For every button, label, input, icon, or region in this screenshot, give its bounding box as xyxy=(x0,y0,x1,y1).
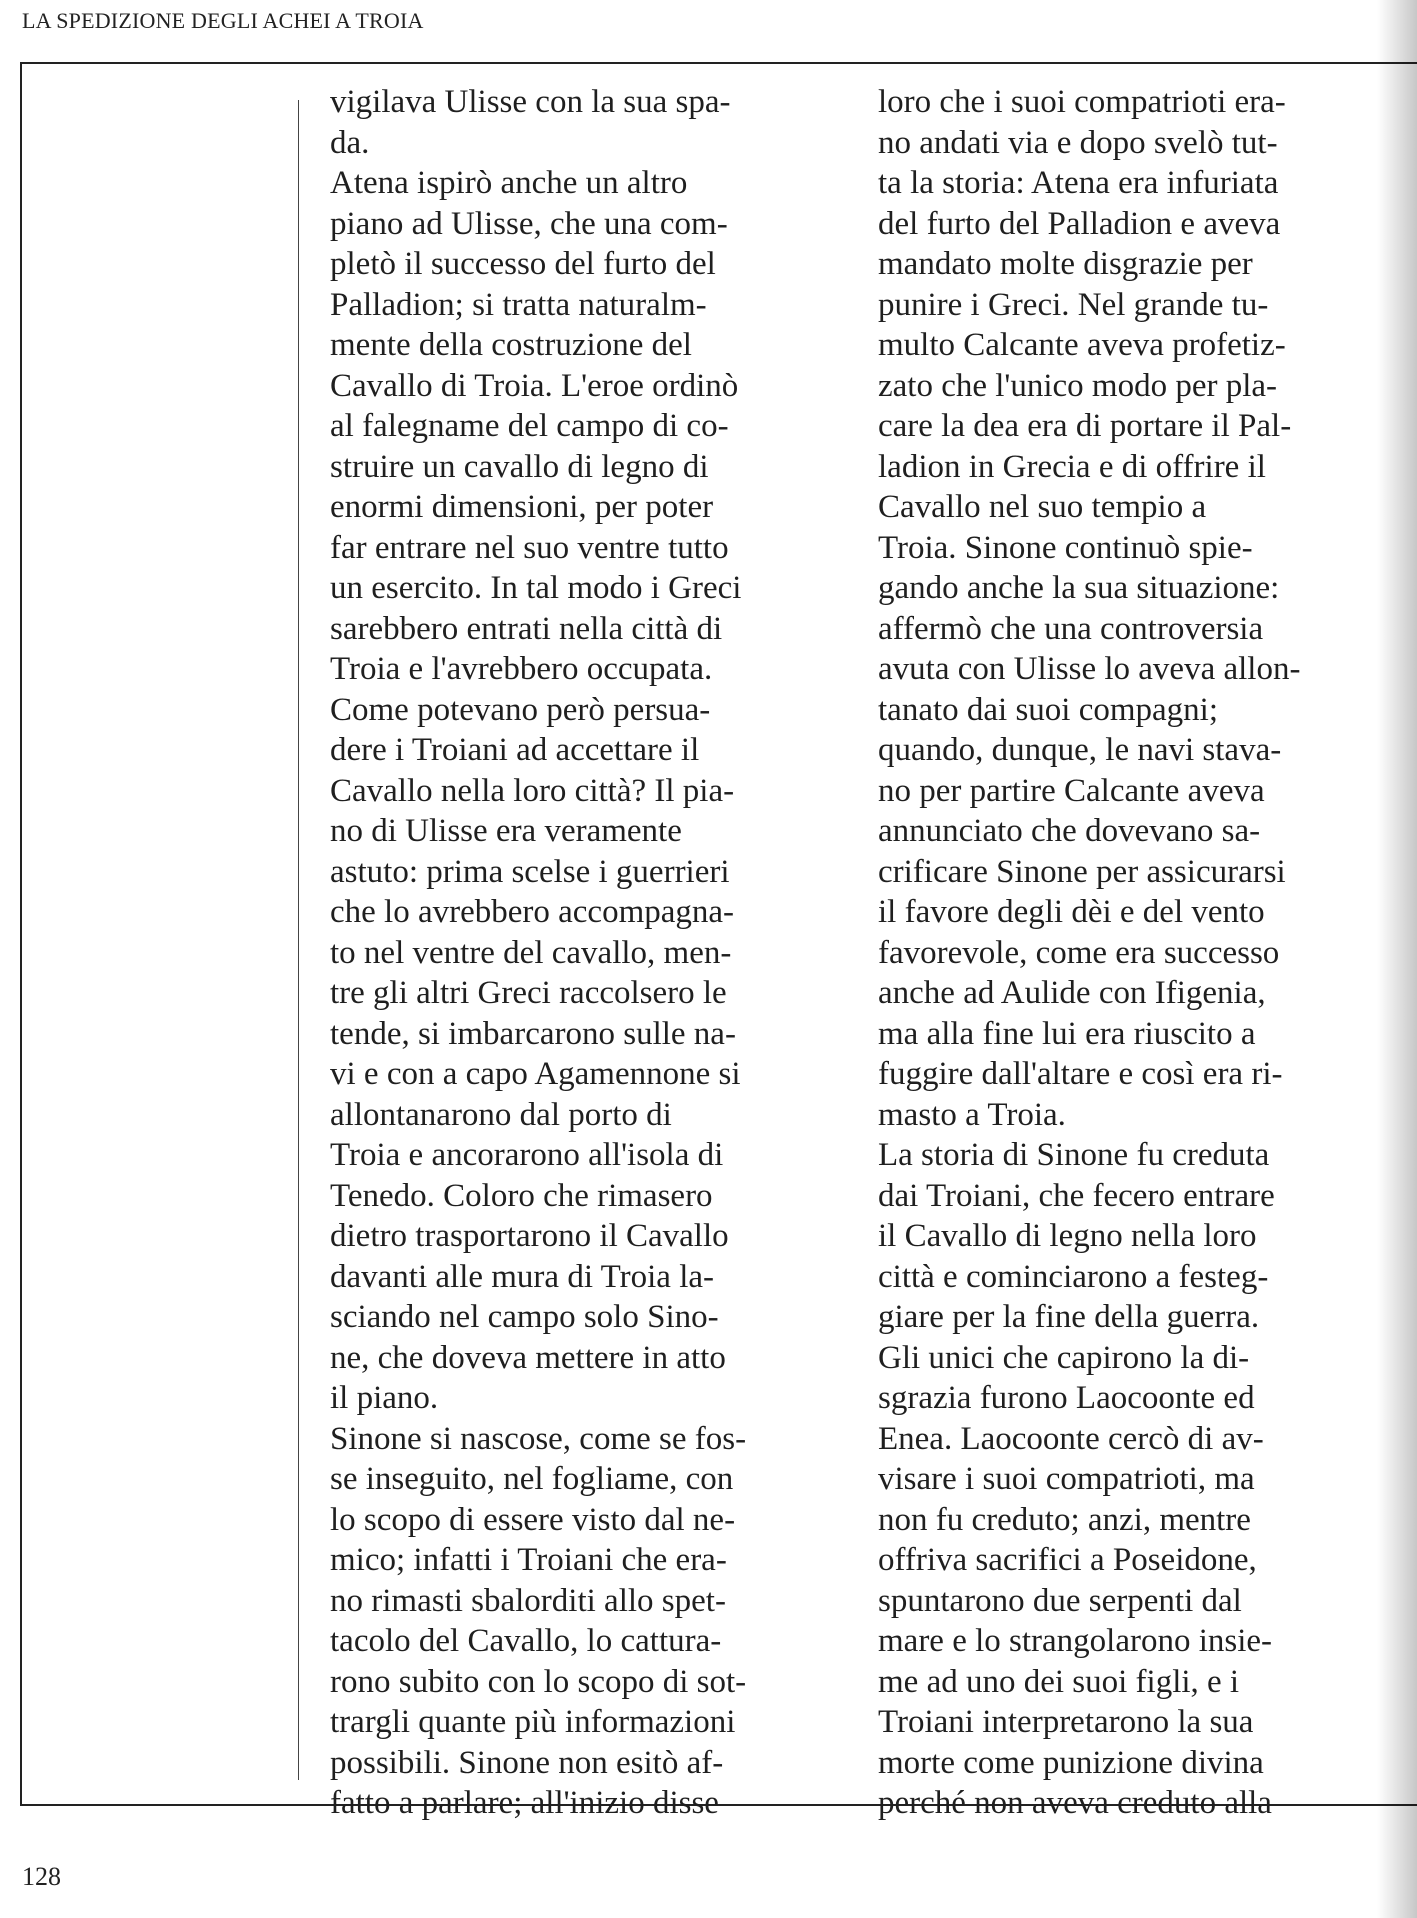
text-line: zato che l'unico modo per pla- xyxy=(878,367,1278,404)
text-line: allontanarono dal porto di xyxy=(330,1096,672,1133)
text-line: davanti alle mura di Troia la- xyxy=(330,1258,714,1295)
column-rule xyxy=(298,100,299,1780)
text-line: crificare Sinone per assicurarsi xyxy=(878,853,1286,890)
text-line: tre gli altri Greci raccolsero le xyxy=(330,975,727,1011)
text-line: offriva sacrifici a Poseidone, xyxy=(878,1542,1257,1578)
text-line: morte come punizione divina xyxy=(878,1744,1264,1781)
text-line: il Cavallo di legno nella loro xyxy=(878,1218,1257,1254)
text-line: Troiani interpretarono la sua xyxy=(878,1704,1254,1740)
text-line: Troia e ancorarono all'isola di xyxy=(330,1137,724,1173)
page-gutter-shadow xyxy=(1377,0,1417,1918)
text-line: masto a Troia. xyxy=(878,1096,1066,1133)
text-line: gando anche la sua situazione: xyxy=(878,570,1280,606)
text-line: Troia. Sinone continuò spie- xyxy=(878,529,1253,566)
text-line: il piano. xyxy=(330,1380,439,1416)
text-line: favorevole, come era successo xyxy=(878,934,1280,971)
text-line: Enea. Laocoonte cercò di av- xyxy=(878,1420,1264,1457)
text-line: un esercito. In tal modo i Greci xyxy=(330,570,742,606)
text-line: da. xyxy=(330,124,370,161)
text-line: no per partire Calcante aveva xyxy=(878,772,1265,809)
text-line: trargli quante più informazioni xyxy=(330,1704,736,1740)
text-line: mico; infatti i Troiani che era- xyxy=(330,1542,727,1578)
text-line: possibili. Sinone non esitò af- xyxy=(330,1744,724,1781)
text-line: pletò il successo del furto del xyxy=(330,246,716,282)
text-column-right xyxy=(878,82,1358,1824)
text-line: multo Calcante aveva profetiz- xyxy=(878,327,1286,363)
text-line: affermò che una controversia xyxy=(878,610,1264,647)
text-line: Cavallo di Troia. L'eroe ordinò xyxy=(330,367,739,404)
text-line: lo scopo di essere visto dal ne- xyxy=(330,1501,736,1538)
text-line: il favore degli dèi e del vento xyxy=(878,894,1265,930)
text-line: dietro trasportarono il Cavallo xyxy=(330,1218,729,1254)
text-line: mare e lo strangolarono insie- xyxy=(878,1623,1273,1659)
page-number: 128 xyxy=(22,1862,61,1891)
text-line: dai Troiani, che fecero entrare xyxy=(878,1177,1275,1214)
text-line: annunciato che dovevano sa- xyxy=(878,813,1261,849)
text-line: La storia di Sinone fu creduta xyxy=(878,1137,1270,1173)
text-line: to nel ventre del cavallo, men- xyxy=(330,934,732,971)
text-line: non fu creduto; anzi, mentre xyxy=(878,1501,1251,1538)
text-line: care la dea era di portare il Pal- xyxy=(878,408,1292,444)
text-line: Gli unici che capirono la di- xyxy=(878,1339,1250,1376)
text-line: anche ad Aulide con Ifigenia, xyxy=(878,975,1266,1011)
text-line: loro che i suoi compatrioti era- xyxy=(878,84,1286,120)
text-line: spuntarono due serpenti dal xyxy=(878,1582,1242,1619)
text-line: no andati via e dopo svelò tut- xyxy=(878,124,1278,161)
text-line: struire un cavallo di legno di xyxy=(330,448,709,485)
text-line: avuta con Ulisse lo aveva allon- xyxy=(878,651,1301,687)
text-line: Tenedo. Coloro che rimasero xyxy=(330,1177,713,1214)
text-line: ladion in Grecia e di offrire il xyxy=(878,448,1266,485)
text-line: città e cominciarono a festeg- xyxy=(878,1258,1269,1295)
text-line: sciando nel campo solo Sino- xyxy=(330,1299,719,1335)
text-line: vigilava Ulisse con la sua spa- xyxy=(330,84,731,120)
text-line: rono subito con lo scopo di sot- xyxy=(330,1663,747,1700)
text-line: quando, dunque, le navi stava- xyxy=(878,732,1282,768)
text-column-left xyxy=(330,82,810,1824)
text-line: Atena ispirò anche un altro xyxy=(330,165,688,201)
text-line: Cavallo nella loro città? Il pia- xyxy=(330,772,735,809)
text-line: giare per la fine della guerra. xyxy=(878,1299,1260,1335)
text-line: Sinone si nascose, come se fos- xyxy=(330,1420,747,1457)
text-line: mente della costruzione del xyxy=(330,327,692,363)
text-line: che lo avrebbero accompagna- xyxy=(330,894,735,930)
text-line: dere i Troiani ad accettare il xyxy=(330,732,700,768)
text-line: Cavallo nel suo tempio a xyxy=(878,489,1207,525)
text-line: tende, si imbarcarono sulle na- xyxy=(330,1015,736,1052)
text-line: Troia e l'avrebbero occupata. xyxy=(330,651,713,687)
text-line: no di Ulisse era veramente xyxy=(330,813,682,849)
text-line: mandato molte disgrazie per xyxy=(878,246,1253,282)
text-line: Come potevano però persua- xyxy=(330,691,711,728)
text-line: tacolo del Cavallo, lo cattura- xyxy=(330,1623,722,1659)
text-line: sgrazia furono Laocoonte ed xyxy=(878,1380,1255,1416)
text-line: se inseguito, nel fogliame, con xyxy=(330,1461,734,1497)
text-line: Palladion; si tratta naturalm- xyxy=(330,286,707,323)
text-line: fuggire dall'altare e così era ri- xyxy=(878,1056,1283,1092)
text-line: vi e con a capo Agamennone si xyxy=(330,1056,741,1092)
text-line: fatto a parlare; all'inizio disse xyxy=(330,1785,719,1821)
text-line: ta la storia: Atena era infuriata xyxy=(878,165,1279,201)
text-line: enormi dimensioni, per poter xyxy=(330,489,714,525)
text-line: sarebbero entrati nella città di xyxy=(330,610,723,647)
text-line: no rimasti sbalorditi allo spet- xyxy=(330,1582,726,1619)
text-line: ne, che doveva mettere in atto xyxy=(330,1339,726,1376)
text-line: perché non aveva creduto alla xyxy=(878,1785,1272,1821)
text-line: tanato dai suoi compagni; xyxy=(878,691,1219,728)
text-line: punire i Greci. Nel grande tu- xyxy=(878,286,1269,323)
text-line: far entrare nel suo ventre tutto xyxy=(330,529,729,566)
text-line: piano ad Ulisse, che una com- xyxy=(330,205,728,242)
text-line: astuto: prima scelse i guerrieri xyxy=(330,853,730,890)
text-line: visare i suoi compatrioti, ma xyxy=(878,1461,1255,1497)
text-line: me ad uno dei suoi figli, e i xyxy=(878,1663,1240,1700)
running-head: LA SPEDIZIONE DEGLI ACHEI A TROIA xyxy=(22,8,424,33)
text-line: al falegname del campo di co- xyxy=(330,408,729,444)
text-line: ma alla fine lui era riuscito a xyxy=(878,1015,1256,1052)
text-line: del furto del Palladion e aveva xyxy=(878,205,1281,242)
